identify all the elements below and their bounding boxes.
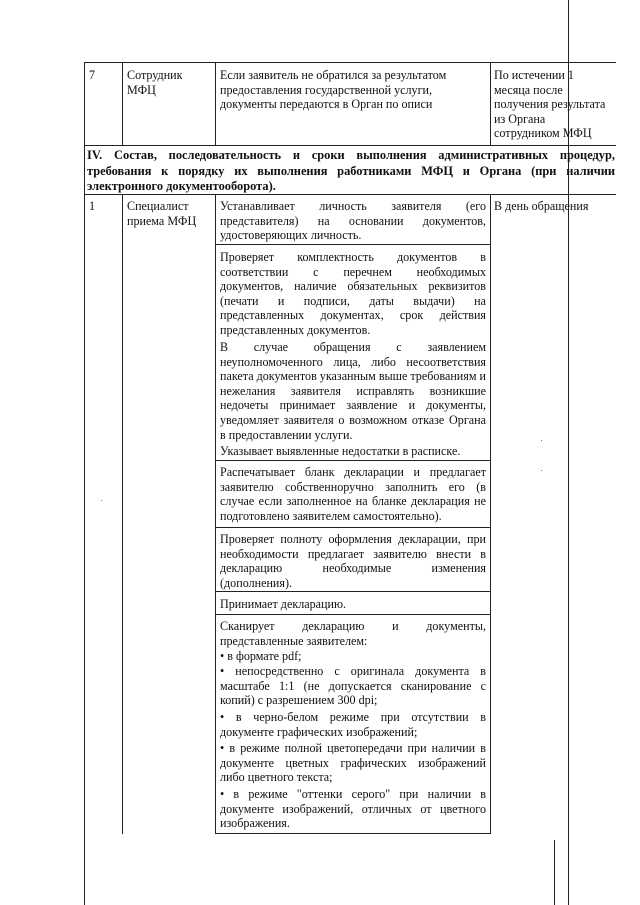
- row-number-1: 1: [89, 199, 96, 213]
- section-heading: IV. Состав, последовательность и сроки выполнения административных процедур, требования к порядку их выполнения работниками МФЦ и Органа (при наличии электронного документооборота).: [87, 148, 615, 194]
- table-border-left: [84, 62, 85, 905]
- action-check-docs: Проверяет комплектность документов в соответствии с перечнем необходимых документов, наличие обязательных реквизитов (печати и подписи, даты выдачи) на представленных документах, срок действия представленных документов.: [220, 250, 486, 337]
- table-divider-performer: [122, 62, 123, 146]
- scan-speck: [541, 440, 542, 441]
- action-unauthorized: В случае обращения с заявлением неуполномоченного лица, либо несоответствия пакета документов указанным выше требованиям и нежелания заявителя исправлять возникшие недочеты принимает заявление и документы, уведомляет заявителя о возможном отказе Органа в предоставлении услуги.: [220, 340, 486, 442]
- action-separator-5: [215, 614, 490, 615]
- table-divider-term-lower: [490, 194, 491, 834]
- scan-speck: [541, 470, 542, 471]
- scan-item: • в формате pdf;: [220, 649, 302, 663]
- table-divider-performer-lower: [122, 194, 123, 834]
- action-separator-1: [215, 244, 490, 245]
- scan-item: • непосредственно с оригинала документа в масштабе 1:1 (не допускается сканирование с копий) с разрешением 300 dpi;: [220, 664, 486, 708]
- row-term-7: По истечении 1 месяца после получения результата из Органа сотрудником МФЦ: [494, 68, 606, 141]
- table-divider-term: [490, 62, 491, 146]
- action-separator-2: [215, 460, 490, 461]
- scan-item: • в режиме "оттенки серого" при наличии в документе изображений, отличных от цветного изображения.: [220, 787, 486, 831]
- table-divider-action-lower: [215, 194, 216, 834]
- action-accept-declaration: Принимает декларацию.: [220, 597, 347, 611]
- action-print-declaration: Распечатывает бланк декларации и предлагает заявителю собственноручно заполнить его (в случае если заполненное на бланке декларация не подготовлено заявителем самостоятельно).: [220, 465, 486, 523]
- action-scan-intro: Сканирует декларацию и документы, представленные заявителем:: [220, 619, 486, 648]
- scan-item: • в черно-белом режиме при отсутствии в документе графических изображений;: [220, 710, 486, 739]
- table-bottom-partial: [215, 833, 490, 834]
- action-identify: Устанавливает личность заявителя (его представителя) на основании документов, удостоверяющих личность.: [220, 199, 486, 243]
- action-separator-3: [215, 527, 490, 528]
- scan-speck: [101, 500, 102, 501]
- row-separator: [84, 145, 616, 146]
- action-verify-declaration: Проверяет полноту оформления декларации, при необходимости предлагает заявителю внести в декларацию необходимые изменения (дополнения).: [220, 532, 486, 590]
- scan-item: • в режиме полной цветопередачи при наличии в документе цветных графических изображений либо цветного текста;: [220, 741, 486, 785]
- row-performer-7: Сотрудник МФЦ: [127, 68, 183, 97]
- row-term-1: В день обращения: [494, 199, 589, 213]
- action-note-receipt: Указывает выявленные недостатки в расписке.: [220, 444, 461, 458]
- scan-artifact-line-2: [554, 840, 555, 905]
- table-top-border: [84, 62, 616, 63]
- row-number-7: 7: [89, 68, 96, 82]
- row-action-7: Если заявитель не обратился за результатом предоставления государственной услуги, документы передаются в Орган по описи: [220, 68, 447, 112]
- table-divider-action: [215, 62, 216, 146]
- action-separator-4: [215, 591, 490, 592]
- row-performer-1: Специалист приема МФЦ: [127, 199, 197, 228]
